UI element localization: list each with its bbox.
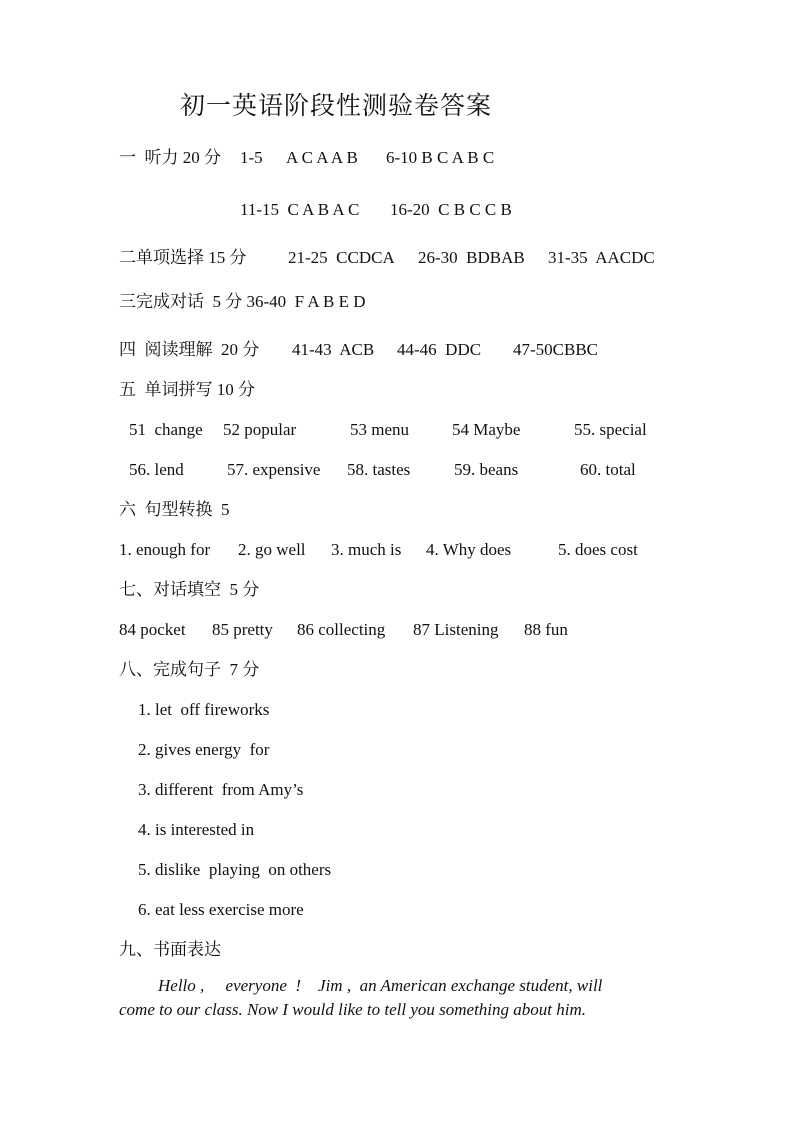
transform-item: 2. go well — [238, 540, 306, 559]
answers-21-25: 21-25 CCDCA — [288, 248, 395, 267]
essay-line-2: come to our class. Now I would like to tell you something about him. — [119, 1000, 586, 1019]
transform-item: 5. does cost — [558, 540, 638, 559]
transform-item: 3. much is — [331, 540, 402, 559]
section-5-heading: 五 单词拼写 10 分 — [119, 380, 255, 399]
dialogue-item: 86 collecting — [297, 620, 386, 639]
dialogue-item: 87 Listening — [413, 620, 499, 639]
section-2-heading: 二单项选择 15 分 — [119, 248, 247, 267]
page-title: 初一英语阶段性测验卷答案 — [180, 93, 493, 120]
spelling-item: 59. beans — [454, 460, 519, 479]
spelling-item: 55. special — [574, 420, 647, 439]
spelling-item: 56. lend — [129, 460, 184, 479]
transform-item: 4. Why does — [426, 540, 512, 559]
sentence-item: 1. let off fireworks — [138, 700, 270, 719]
answers-41-43: 41-43 ACB — [292, 340, 375, 359]
section-6-heading: 六 句型转换 5 — [119, 500, 230, 519]
sentence-item: 3. different from Amy’s — [138, 780, 304, 799]
dialogue-item: 88 fun — [524, 620, 568, 639]
answers-1-5-label: 1-5 — [240, 148, 263, 167]
spelling-item: 53 menu — [350, 420, 410, 439]
sentence-item: 4. is interested in — [138, 820, 255, 839]
spelling-item: 57. expensive — [227, 460, 321, 479]
spelling-item: 54 Maybe — [452, 420, 521, 439]
section-3-line: 三完成对话 5 分 36-40 F A B E D — [119, 292, 366, 311]
spelling-item: 58. tastes — [347, 460, 411, 479]
sentence-item: 2. gives energy for — [138, 740, 270, 759]
answers-11-15: 11-15 C A B A C — [240, 200, 360, 219]
answers-26-30: 26-30 BDBAB — [418, 248, 525, 267]
section-9-heading: 九、书面表达 — [119, 940, 221, 959]
essay-line-1: Hello , everyone ! Jim , an American exchange student, will — [158, 976, 603, 995]
answers-44-46: 44-46 DDC — [397, 340, 482, 359]
sentence-item: 6. eat less exercise more — [138, 900, 304, 919]
section-8-heading: 八、完成句子 7 分 — [119, 660, 260, 679]
answers-1-5: A C A A B — [286, 148, 358, 167]
spelling-item: 60. total — [580, 460, 636, 479]
section-1-heading: 一 听力 20 分 — [119, 148, 221, 167]
answers-31-35: 31-35 AACDC — [548, 248, 655, 267]
dialogue-item: 85 pretty — [212, 620, 273, 639]
transform-item: 1. enough for — [119, 540, 211, 559]
answers-6-10: 6-10 B C A B C — [386, 148, 495, 167]
answers-16-20: 16-20 C B C C B — [390, 200, 512, 219]
spelling-item: 52 popular — [223, 420, 297, 439]
spelling-item: 51 change — [129, 420, 203, 439]
answers-47-50: 47-50CBBC — [513, 340, 599, 359]
sentence-item: 5. dislike playing on others — [138, 860, 332, 879]
section-4-heading: 四 阅读理解 20 分 — [119, 340, 260, 359]
dialogue-item: 84 pocket — [119, 620, 186, 639]
section-7-heading: 七、对话填空 5 分 — [119, 580, 260, 599]
